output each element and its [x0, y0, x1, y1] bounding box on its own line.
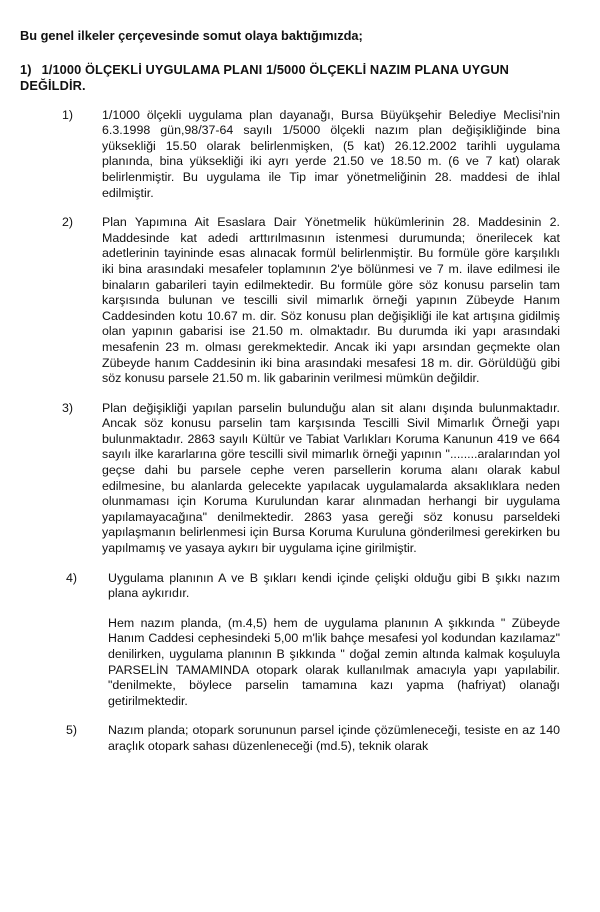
list-item-paragraph: Hem nazım planda, (m.4,5) hem de uygulama planının A şıkkında " Zübeyde Hanım Caddesi cephesindeki 5,00 m'lik bahçe mesafesi yol kodundan kazılamaz" denilirken, uygulama planının B şıkkında " doğal zemin altında kalmak koşuluyla PARSELİN TAMAMINDA otopark olarak kullanılmak amacıyla yapı yapılabilir. "denilmekte, böylece parselin tamamına kazı yapma (hafriyat) olanağı getirilmektedir. [108, 615, 560, 708]
list-item-paragraph: Plan değişikliği yapılan parselin bulunduğu alan sit alanı dışında bulunmaktadır. Ancak söz konusu parselin tam karşısında Tescilli Sivil Mimarlık Örneği yapı bulunmaktadır. 2863 sayılı Kültür ve Tabiat Varlıkları Koruma Kanunun 419 ve 664 sayılı ilke kararlarına göre tescilli sivil mimarlık örneği yapının "........aralarından yol geçse dahi bu parsele cephe veren parsellerin koruma alanı olarak kabul edilmesine, bu alanlarda gelecekte yapılacak uygulamalarda aksaklıklara neden olunmaması için Koruma Kurulundan karar alınmadan herhangi bir uygulama yapılamayacağına" denilmektedir. 2863 yasa gereği söz konusu parseldeki yapılaşmanın belirlenmesi için Bursa Koruma Kuruluna gönderilmesi gerekirken bu yapılmamış ve yasaya aykırı bir uygulama içine girilmiştir. [102, 400, 560, 556]
section-heading [20, 62, 560, 94]
list-item-marker: 1) [62, 107, 74, 122]
list-item-marker: 2) [62, 215, 74, 230]
list-item-marker: 3) [62, 400, 74, 415]
list-item-paragraph: Uygulama planının A ve B şıkları kendi içinde çelişki olduğu gibi B şıkkı nazım plana aykırıdır. [108, 570, 560, 601]
section-heading-number: 1) [20, 61, 32, 77]
section-heading-title: 1/1000 ÖLÇEKLİ UYGULAMA PLANI 1/5000 ÖLÇEKLİ NAZIM PLANA UYGUN DEĞİLDİR. [20, 61, 510, 93]
list-item-1 [20, 108, 560, 202]
list-item-paragraph: Plan Yapımına Ait Esaslara Dair Yönetmelik hükümlerinin 28. Maddesinin 2. Maddesinde kat adedi arttırılmasının istenmesi durumunda; önerilecek kat adetlerinin tayininde esas alınacak formül belirlenmiştir. Bu formüle göre karşılıklı iki bina arasındaki mesafeler toplamının 2'ye bölünmesi ve 7 m. ilave edilmesi ile binaların gabarileri tayin edilmektedir. Bu formüle göre söz konusu parselin tam karşısında bulunan ve tescilli sivil mimarlık örneği yapının Zübeyde Hanım Caddesinden kotu 10.67 m. dir. Söz konusu plan değişikliği ile kat artışına gidilmiş olan yapının gabarisi ise 21.50 m. olmaktadır. Bu durumda iki yapı arasındaki mesafenin 23 m. olması gerekmektedir. Ancak iki yapı arsından geçmekte olan Zübeyde hanım Caddesinin iki bina arasındaki mesafesi 18 m. dir. Görüldüğü gibi söz konusu parsele 21.50 m. lik gabarinin verilmesi mümkün değildir. [102, 215, 560, 386]
list-item-4 [20, 571, 560, 710]
list-item-paragraph: 1/1000 ölçekli uygulama plan dayanağı, Bursa Büyükşehir Belediye Meclisi'nin 6.3.1998 gün,98/37-64 sayılı 1/5000 ölçekli nazım plan değişikliğinde bina yüksekliği 15.50 olarak belirlenmişken, (5 kat) 26.12.2002 tarihli uygulama planında, bina yüksekliği iki ayrı yerde 21.50 ve 18.50 m. (6 ve 7 kat) olarak belirlenmiştir. Bu uygulama ile Tip imar yönetmeliğinin 28. maddesi de ihlal edilmiştir. [102, 107, 560, 200]
list-item-marker: 5) [66, 723, 78, 738]
list-item-paragraph: Nazım planda; otopark sorununun parsel içinde çözümleneceği, tesiste en az 140 araçlık otopark sahası düzenleneceği (md.5), teknik olarak [108, 723, 560, 753]
list-item-3 [20, 401, 560, 557]
intro-line: Bu genel ilkeler çerçevesinde somut olaya baktığımızda; [20, 28, 363, 43]
list-item-marker: 4) [66, 570, 78, 585]
list-item-2 [20, 215, 560, 387]
list-item-5 [20, 723, 560, 754]
